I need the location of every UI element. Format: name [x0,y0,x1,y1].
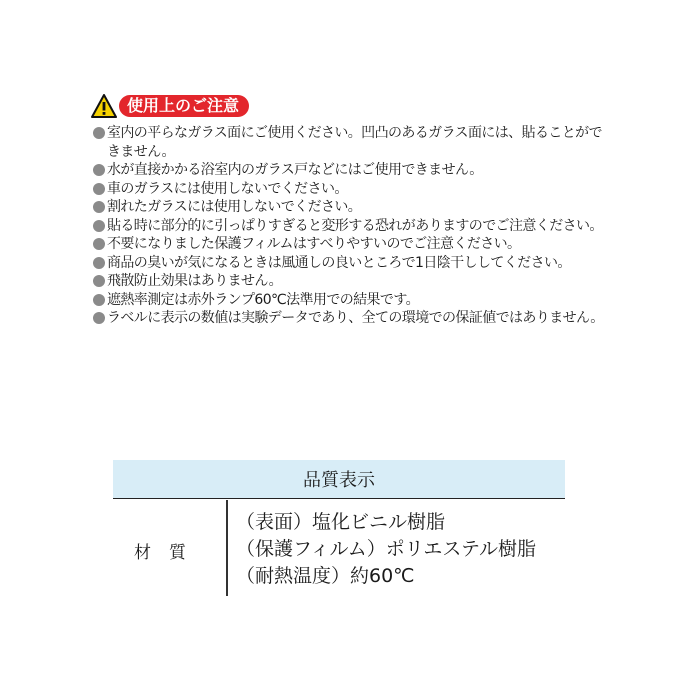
quality-title: 品質表示 [303,470,375,491]
warning-icon [91,94,117,118]
bullet-icon [93,294,105,306]
list-item: 割れたガラスには使用しないでください。 [93,198,613,217]
list-item: 商品の臭いが気になるときは風通しの良いところで1日陰干ししてください。 [93,254,613,273]
list-item: 遮熱率測定は赤外ランプ60℃法準用での結果です。 [93,291,613,310]
list-item: 室内の平らなガラス面にご使用ください。凹凸のあるガラス面には、貼ることができません。 [93,124,613,161]
bullet-icon [93,201,105,213]
list-item: 不要になりました保護フィルムはすべりやすいのでご注意ください。 [93,235,613,254]
material-value: （保護フィルム）ポリエステル樹脂 [236,538,537,560]
list-item: 貼る時に部分的に引っぱりすぎると変形する恐れがありますのでご注意ください。 [93,217,613,236]
list-item: 水が直接かかる浴室内のガラス戸などにはご使用できません。 [93,161,613,180]
bullet-icon [93,312,105,324]
caution-header [91,94,249,118]
bullet-icon [93,275,105,287]
material-values [236,509,566,590]
material-value: （耐熱温度）約60℃ [236,565,415,587]
quality-table-header [113,460,565,499]
table-divider [226,500,228,596]
material-value: （表面）塩化ビニル樹脂 [236,511,446,533]
bullet-icon [93,257,105,269]
caution-title: 使用上のご注意 [119,95,249,117]
list-item: ラベルに表示の数値は実験データであり、全ての環境での保証値ではありません。 [93,309,613,328]
bullet-icon [93,220,105,232]
list-item: 飛散防止効果はありません。 [93,272,613,291]
bullet-icon [93,238,105,250]
caution-notes-list [93,124,613,328]
list-item: 車のガラスには使用しないでください。 [93,180,613,199]
bullet-icon [93,127,105,139]
bullet-icon [93,164,105,176]
bullet-icon [93,183,105,195]
material-label: 材質 [134,543,204,563]
